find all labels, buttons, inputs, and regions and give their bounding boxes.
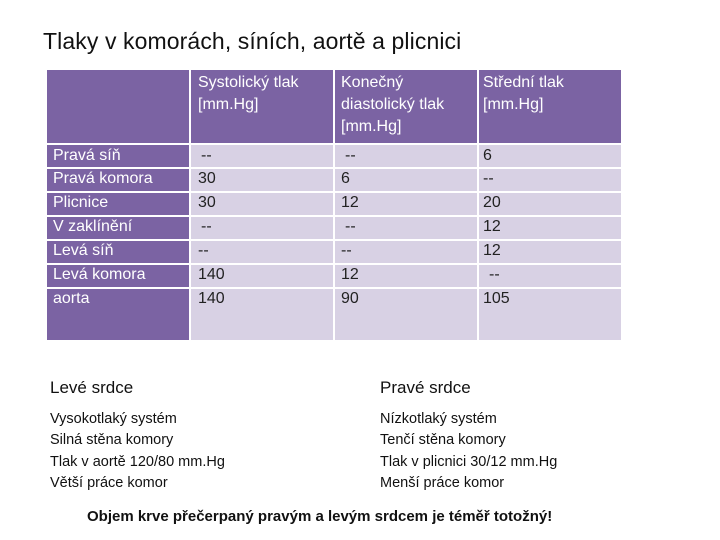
left-heart-heading: Levé srdce xyxy=(50,378,134,397)
header-diastolic: Konečný diastolický tlak [mm.Hg] xyxy=(341,74,445,135)
cell-systolic: 140 xyxy=(198,290,225,307)
row-label: Pravá síň xyxy=(53,147,121,164)
cell-mean: -- xyxy=(483,170,494,187)
footer-note: Objem krve přečerpaný pravým a levým srdcem je téměř totožný! xyxy=(87,508,553,525)
right-heart-heading: Pravé srdce xyxy=(380,378,471,397)
row-label: Levá komora xyxy=(53,266,146,283)
cell-systolic: -- xyxy=(198,242,209,259)
cell-mean: 20 xyxy=(483,194,501,211)
row-label: aorta xyxy=(53,290,90,307)
cell-systolic: -- xyxy=(201,147,212,164)
right-heart-line: Tenčí stěna komory xyxy=(380,432,506,448)
row-label: Levá síň xyxy=(53,242,114,259)
row-label: Pravá komora xyxy=(53,170,153,187)
page-title: Tlaky v komorách, síních, aortě a plicnici xyxy=(43,28,462,54)
cell-mean: 12 xyxy=(483,242,501,259)
cell-diastolic: -- xyxy=(345,147,356,164)
row-label: Plicnice xyxy=(53,194,109,211)
cell-systolic: 140 xyxy=(198,266,225,283)
cell-mean: 105 xyxy=(483,290,510,307)
pressure-table xyxy=(47,70,621,340)
row-divider xyxy=(47,191,621,193)
row-divider xyxy=(47,215,621,217)
row-divider xyxy=(47,143,621,145)
cell-mean: 12 xyxy=(483,218,501,235)
row-divider xyxy=(47,287,621,289)
column-divider xyxy=(189,70,191,340)
left-heart-line: Tlak v aortě 120/80 mm.Hg xyxy=(50,453,225,470)
cell-mean: -- xyxy=(489,266,500,283)
header-systolic: Systolický tlak [mm.Hg] xyxy=(198,74,299,113)
cell-systolic: 30 xyxy=(198,170,216,187)
right-heart-line: Tlak v plicnici 30/12 mm.Hg xyxy=(380,453,558,470)
cell-diastolic: -- xyxy=(345,218,356,235)
cell-mean: 6 xyxy=(483,147,492,164)
left-heart-line: Silná stěna komory xyxy=(50,432,174,448)
left-heart-line: Větší práce komor xyxy=(50,475,168,491)
table-body xyxy=(191,145,621,340)
row-divider xyxy=(47,239,621,241)
column-divider xyxy=(333,70,335,340)
header-mean: Střední tlak [mm.Hg] xyxy=(483,74,564,113)
left-heart-line: Vysokotlaký systém xyxy=(50,410,177,427)
cell-systolic: -- xyxy=(201,218,212,235)
column-divider xyxy=(477,70,479,340)
cell-systolic: 30 xyxy=(198,194,216,211)
right-heart-section xyxy=(380,377,557,495)
left-heart-section xyxy=(50,377,225,495)
right-heart-line: Menší práce komor xyxy=(380,475,505,491)
cell-diastolic: -- xyxy=(341,242,352,259)
cell-diastolic: 6 xyxy=(341,170,350,187)
cell-diastolic: 90 xyxy=(341,290,359,307)
right-heart-line: Nízkotlaký systém xyxy=(380,410,497,427)
cell-diastolic: 12 xyxy=(341,266,359,283)
row-label: V zaklínění xyxy=(53,218,133,235)
cell-diastolic: 12 xyxy=(341,194,359,211)
